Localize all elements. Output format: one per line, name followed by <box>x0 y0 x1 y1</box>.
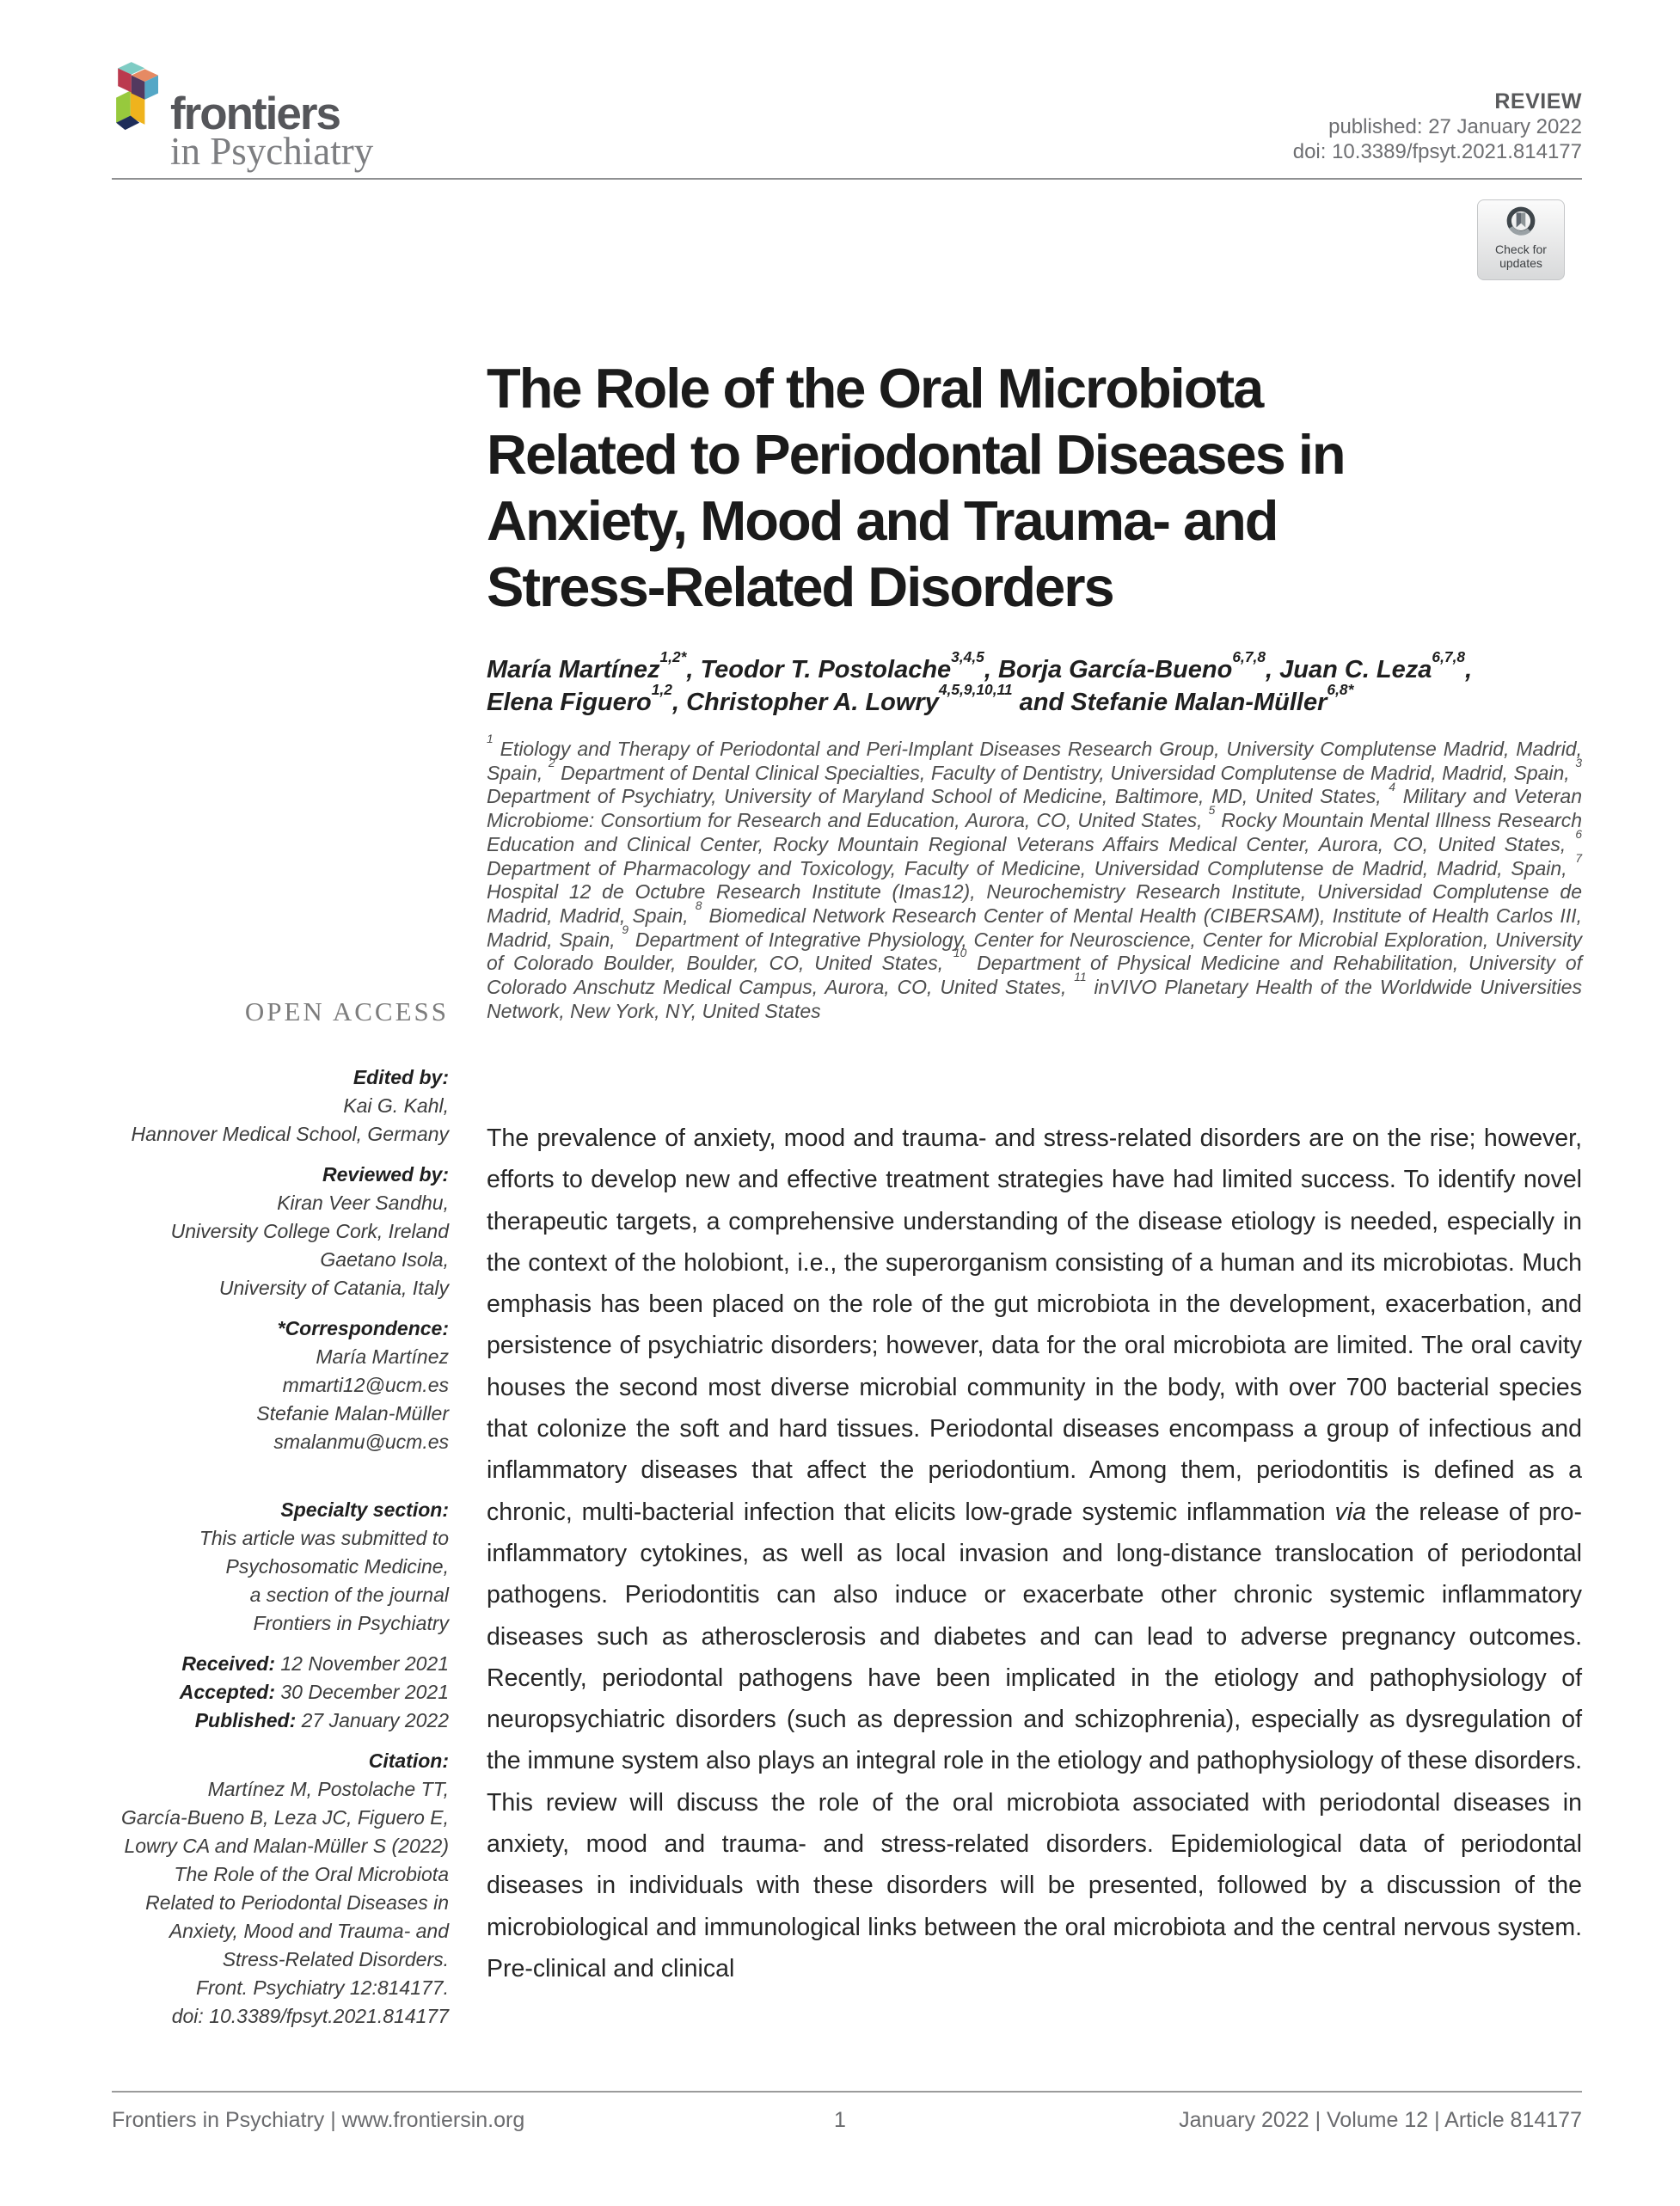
author-line-1: María Martínez$^{1,2*}$, Teodor T. Postolache$^{3,4,5}$, Borja García-Bueno$^{6,7,8}$, Juan C. Leza$^{6,7,8}$, <box>487 647 1473 683</box>
published-date: published: 27 January 2022 <box>1328 115 1582 138</box>
title-line-4: Stress-Related Disorders <box>487 555 1113 618</box>
footer-page-number: 1 <box>834 2108 846 2132</box>
check-updates-label-line2: updates <box>1499 256 1542 270</box>
frontiers-logo-icon <box>113 60 158 150</box>
citation-section <box>112 1747 449 2031</box>
correspondent-name: María Martínez <box>316 1345 449 1368</box>
citation-line: Related to Periodontal Diseases in <box>145 1891 449 1914</box>
editor-affiliation: Hannover Medical School, Germany <box>131 1123 449 1145</box>
accepted-date: Accepted: 30 December 2021 <box>179 1681 449 1703</box>
abstract-text: The prevalence of anxiety, mood and trauma- and stress-related disorders are on the rise; however, efforts to develop new and effective treatment strategies have had limited success. To identify novel therapeutic targets, a comprehensive understanding of the disease etiology is needed, especially in the context of the holobiont, i.e., the superorganism consisting of a human and its microbiotas. Much emphasis has been placed on the role of the gut microbiota in the development, exacerbation, and persistence of psychiatric disorders; however, data for the oral microbiota are limited. The oral cavity houses the second most diverse microbial community in the body, with over 700 bacterial species that colonize the soft and hard tissues. Periodontal diseases encompass a group of infectious and inflammatory diseases that affect the periodontium. Among them, periodontitis is defined as a chronic, multi-bacterial infection that elicits low-grade systemic inflammation via the release of pro-inflammatory cytokines, as well as local invasion and long-distance translocation of periodontal pathogens. Periodontitis can also induce or exacerbate other chronic systemic inflammatory diseases such as atherosclerosis and diabetes and can lead to adverse pregnancy outcomes. Recently, periodontal pathogens have been implicated in the etiology and pathophysiology of neuropsychiatric disorders (such as depression and schizophrenia), especially as dysregulation of the immune system also plays an integral role in the etiology and pathophysiology of these disorders. This review will discuss the role of the oral microbiota associated with periodontal diseases in anxiety, mood and trauma- and stress-related disorders. Epidemiological data of periodontal diseases in individuals with these disorders will be presented, followed by a discussion of the microbiological and immunological links between the oral microbiota and the central nervous system. Pre-clinical and clinical <box>487 1124 1583 1982</box>
affiliations: $^1$ Etiology and Therapy of Periodontal and Peri-Implant Diseases Research Group, University Complutense Madrid, Madrid, Spain, $^2$ Department of Dental Clinical Specialties, Faculty of Dentistry, Universidad Complutense de Madrid, Madrid, Spain, $^3$ Department of Psychiatry, University of Maryland School of Medicine, Baltimore, MD, United States, $^4$ Military and Veteran Microbiome: Consortium for Research and Education, Aurora, CO, United States, $^5$ Rocky Mountain Mental Illness Research Education and Clinical Center, Rocky Mountain Regional Veterans Affairs Medical Center, Aurora, CO, United States, $^6$ Department of Pharmacology and Toxicology, Faculty of Medicine, Universidad Complutense de Madrid, Madrid, Spain, $^7$ Hospital 12 de Octubre Research Institute (Imas12), Neurochemistry Research Institute, Universidad Complutense de Madrid, Madrid, Spain, $^8$ Biomedical Network Research Center of Mental Health (CIBERSAM), Institute of Health Carlos III, Madrid, Spain, $^9$ Department of Integrative Physiology, Center for Neuroscience, Center for Microbial Exploration, University of Colorado Boulder, Boulder, CO, United States, $^{10}$ Department of Physical Medicine and Rehabilitation, University of Colorado Anschutz Medical Campus, Aurora, CO, United States, $^{11}$ inVIVO Planetary Health of the Worldwide Universities Network, New York, NY, United States <box>487 732 1583 1022</box>
correspondence-section <box>112 1314 449 1456</box>
open-access-label: OPEN ACCESS <box>244 996 449 1026</box>
citation-line: Lowry CA and Malan-Müller S (2022) <box>124 1835 449 1857</box>
citation-line: Martínez M, Postolache TT, <box>207 1778 449 1800</box>
editor-name: Kai G. Kahl, <box>343 1094 449 1117</box>
author-list <box>487 647 1587 719</box>
correspondence-label: *Correspondence: <box>277 1317 449 1339</box>
edited-by-section <box>112 1063 449 1149</box>
logo-journal-text: in Psychiatry <box>170 130 374 173</box>
header-doi-link[interactable]: doi: 10.3389/fpsyt.2021.814177 <box>1292 140 1582 163</box>
history-dates-section <box>112 1650 449 1735</box>
specialty-line: Frontiers in Psychiatry <box>253 1612 449 1634</box>
specialty-label: Specialty section: <box>280 1498 449 1521</box>
reviewer-affiliation: University of Catania, Italy <box>218 1277 449 1299</box>
specialty-section <box>112 1496 449 1638</box>
footer-journal-url[interactable]: Frontiers in Psychiatry | www.frontiersin.org <box>112 2108 525 2132</box>
header-meta <box>1293 89 1582 164</box>
correspondent-name: Stefanie Malan-Müller <box>256 1402 449 1425</box>
citation-line: Stress-Related Disorders. <box>222 1948 449 1970</box>
citation-line: Front. Psychiatry 12:814177. <box>195 1976 449 1999</box>
article-type-label: REVIEW <box>1494 89 1582 113</box>
article-title <box>487 355 1596 620</box>
correspondent-email-link[interactable]: mmarti12@ucm.es <box>282 1374 449 1396</box>
citation-line: Anxiety, Mood and Trauma- and <box>169 1920 449 1942</box>
author-line-2: Elena Figuero$^{1,2}$, Christopher A. Lowry$^{4,5,9,10,11}$ and Stefanie Malan-Müller$^{6,8*}$ <box>487 680 1354 716</box>
citation-doi-link[interactable]: doi: 10.3389/fpsyt.2021.814177 <box>171 2005 449 2027</box>
specialty-line: Psychosomatic Medicine, <box>225 1555 449 1578</box>
reviewer-name: Kiran Veer Sandhu, <box>277 1192 449 1214</box>
specialty-line: a section of the journal <box>249 1584 449 1606</box>
reviewed-by-section <box>112 1161 449 1302</box>
footer-divider <box>112 2091 1582 2093</box>
check-updates-label-line1: Check for <box>1495 242 1547 256</box>
edited-by-label: Edited by: <box>353 1066 449 1088</box>
correspondent-email-link[interactable]: smalanmu@ucm.es <box>273 1431 449 1453</box>
citation-line: The Role of the Oral Microbiota <box>174 1863 449 1885</box>
received-date: Received: 12 November 2021 <box>181 1652 449 1675</box>
footer-issue-info: January 2022 | Volume 12 | Article 814177 <box>1179 2108 1582 2132</box>
article-meta-sidebar <box>112 997 449 2043</box>
reviewed-by-label: Reviewed by: <box>322 1163 449 1186</box>
crossmark-icon <box>1505 205 1537 238</box>
logo-brand-text: frontiers <box>170 89 340 139</box>
title-line-2: Related to Periodontal Diseases in <box>487 423 1345 486</box>
citation-line: García-Bueno B, Leza JC, Figuero E, <box>121 1806 449 1829</box>
title-line-1: The Role of the Oral Microbiota <box>487 357 1263 420</box>
specialty-line: This article was submitted to <box>199 1527 449 1549</box>
check-updates-button[interactable] <box>1477 199 1565 280</box>
citation-label: Citation: <box>368 1749 449 1772</box>
reviewer-affiliation: University College Cork, Ireland <box>170 1220 449 1242</box>
header-divider <box>112 178 1582 180</box>
reviewer-name: Gaetano Isola, <box>320 1248 449 1271</box>
title-line-3: Anxiety, Mood and Trauma- and <box>487 489 1278 552</box>
published-date: Published: 27 January 2022 <box>194 1709 449 1731</box>
